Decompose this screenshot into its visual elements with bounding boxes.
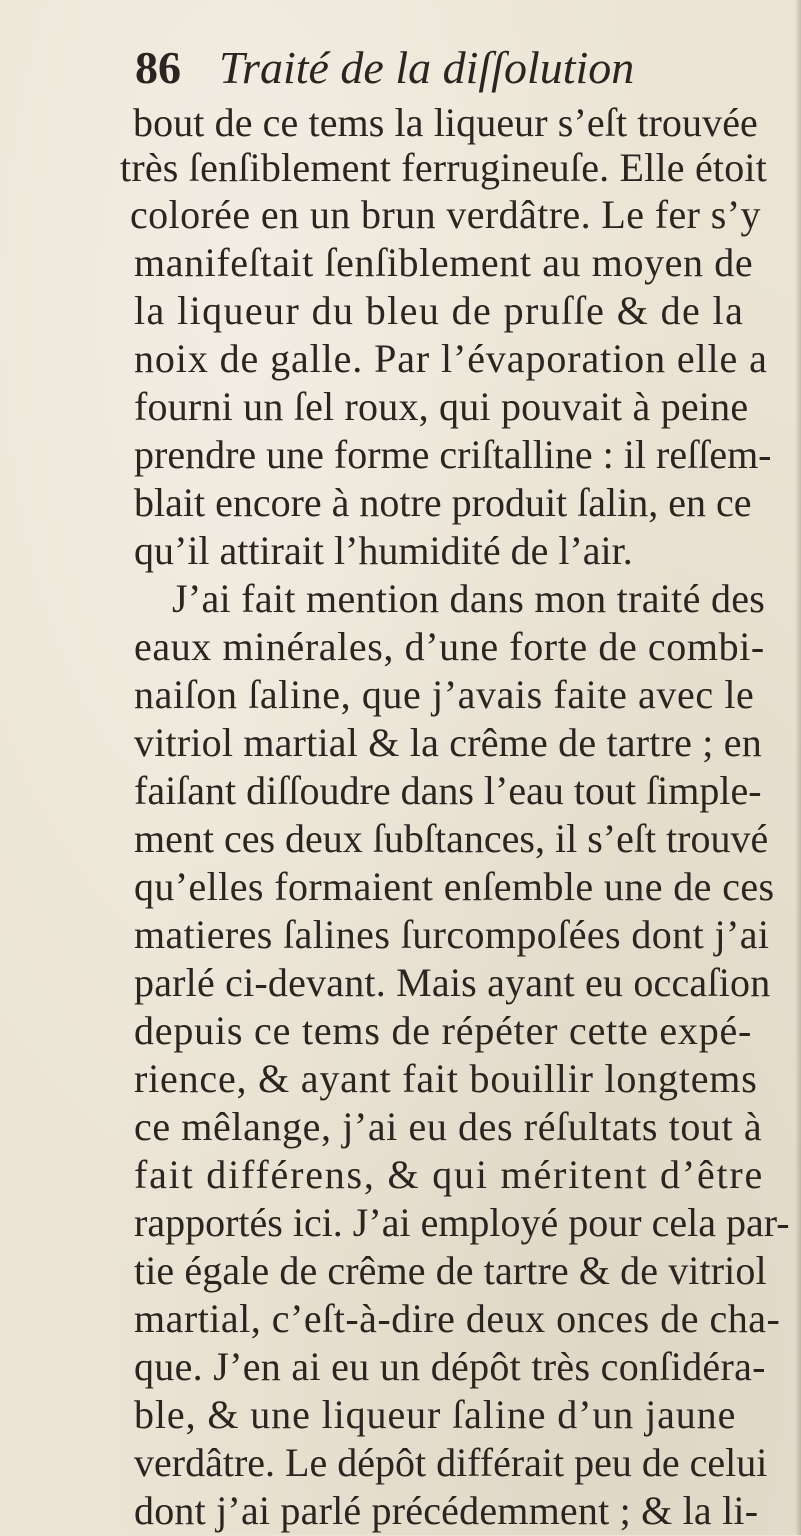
- page-header: [135, 38, 735, 98]
- text-line: eaux minérales, d’une forte de combi-: [134, 624, 765, 669]
- text-line: noix de galle. Par l’évaporation elle a: [134, 336, 768, 381]
- text-line: martial, c’eſt-à-dire deux onces de cha-: [134, 1296, 781, 1341]
- text-line: la liqueur du bleu de pruſſe & de la: [134, 288, 745, 333]
- text-line: colorée en un brun verdâtre. Le fer s’y: [130, 192, 761, 237]
- text-line: fait différens, & qui méritent d’être: [134, 1152, 765, 1197]
- text-line: ce mêlange, j’ai eu des réſultats tout à: [134, 1104, 763, 1149]
- text-line: manifeſtait ſenſiblement au moyen de: [134, 240, 754, 285]
- text-line: fourni un ſel roux, qui pouvait à peine: [134, 384, 749, 429]
- text-line: que. J’en ai eu un dépôt très conſidéra-: [134, 1344, 766, 1389]
- text-line: matieres ſalines ſurcompoſées dont j’ai: [134, 912, 770, 957]
- text-line: faiſant diſſoudre dans l’eau tout ſimple-: [134, 768, 762, 813]
- text-line: dont j’ai parlé précédemment ; & la li-: [134, 1488, 759, 1533]
- page-edge-shadow: [795, 0, 801, 1535]
- text-line: bout de ce tems la liqueur s’eſt trouvée: [133, 100, 758, 145]
- running-title: Traité de la diſſolution: [219, 42, 635, 93]
- text-line: qu’il attirait l’humidité de l’air.: [134, 528, 633, 573]
- text-line: J’ai fait mention dans mon traité des: [172, 576, 766, 621]
- text-line: vitriol martial & la crême de tartre ; en: [134, 720, 762, 765]
- text-line: blait encore à notre produit ſalin, en ce: [134, 480, 752, 525]
- text-line: depuis ce tems de répéter cette expé-: [134, 1008, 753, 1053]
- text-line: très ſenſiblement ferrugineuſe. Elle étoit: [120, 145, 768, 190]
- text-line: parlé ci-devant. Mais ayant eu occaſion: [134, 960, 771, 1005]
- text-line: rience, & ayant fait bouillir longtems: [134, 1056, 758, 1101]
- page-number: 86: [135, 42, 181, 93]
- text-line: rapportés ici. J’ai employé pour cela par-: [134, 1200, 790, 1245]
- text-line: verdâtre. Le dépôt différait peu de celui: [134, 1440, 768, 1485]
- text-line: qu’elles formaient enſemble une de ces: [134, 864, 775, 909]
- text-line: ment ces deux ſubſtances, il s’eſt trouvé: [134, 816, 769, 861]
- text-line: ble, & une liqueur ſaline d’un jaune: [134, 1392, 737, 1437]
- text-line: tie égale de crême de tartre & de vitriol: [134, 1248, 767, 1293]
- text-line: prendre une forme criſtalline : il reſſem-: [134, 432, 772, 477]
- text-line: naiſon ſaline, que j’avais faite avec le: [134, 672, 755, 717]
